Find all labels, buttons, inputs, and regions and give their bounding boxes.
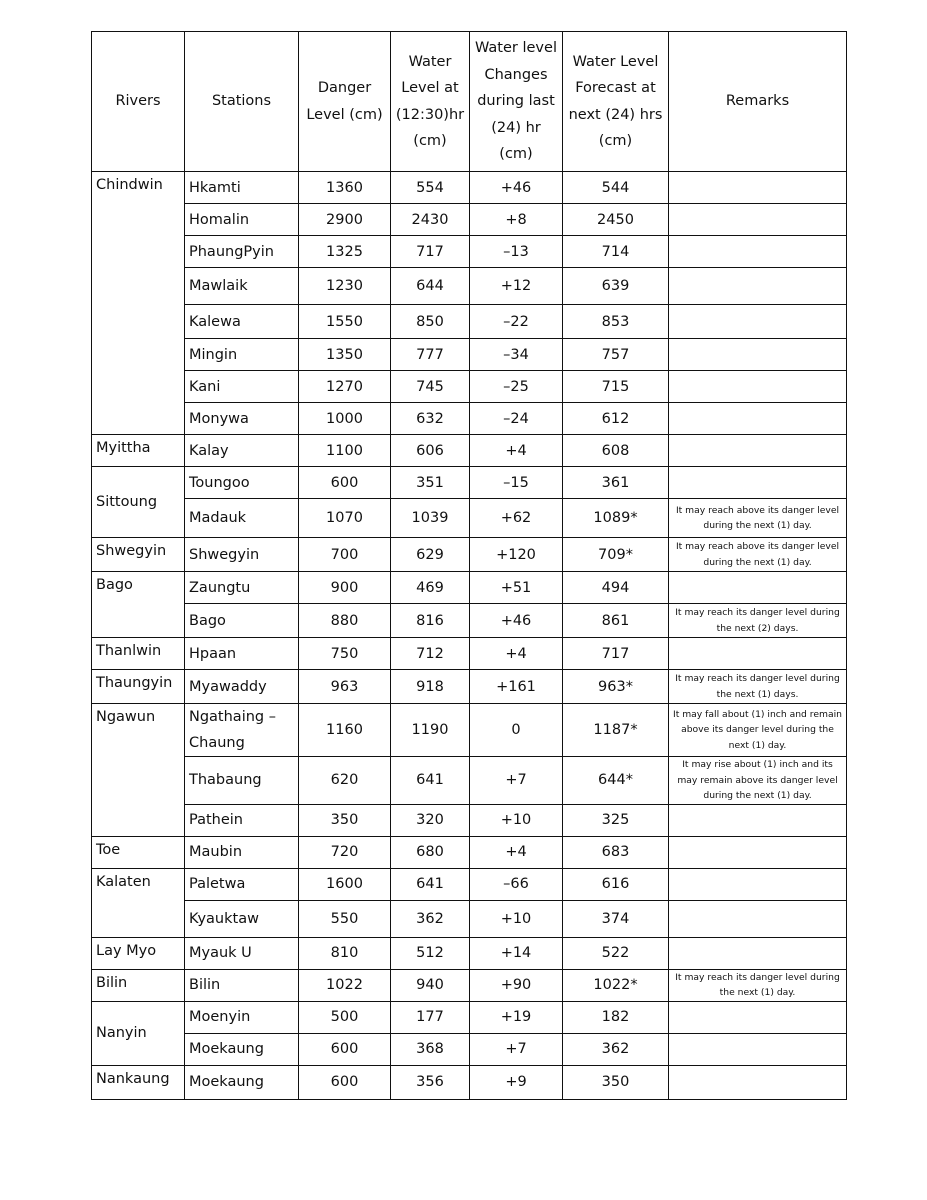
table-row [92,499,847,538]
remarks-cell [669,339,847,371]
change-cell: +8 [470,204,563,236]
water-level-cell: 177 [391,1001,470,1033]
station-cell: Zaungtu [185,572,299,604]
water-level-cell: 351 [391,467,470,499]
danger-level-cell: 1270 [299,371,391,403]
remarks-cell [669,638,847,670]
station-cell: Mingin [185,339,299,371]
forecast-cell: 1022* [563,969,669,1001]
table-row [92,1065,847,1099]
change-cell: +62 [470,499,563,538]
station-cell: Moekaung [185,1033,299,1065]
station-cell: Myawaddy [185,670,299,704]
forecast-cell: 963* [563,670,669,704]
water-level-cell: 777 [391,339,470,371]
forecast-cell: 639 [563,268,669,305]
forecast-cell: 182 [563,1001,669,1033]
remarks-cell [669,572,847,604]
remarks-cell [669,868,847,900]
danger-level-cell: 2900 [299,204,391,236]
water-level-cell: 469 [391,572,470,604]
station-cell: Kani [185,371,299,403]
table-row [92,1033,847,1065]
station-cell: Hkamti [185,172,299,204]
forecast-cell: 374 [563,900,669,937]
station-cell: Bilin [185,969,299,1001]
station-cell: Moekaung [185,1065,299,1099]
danger-level-cell: 1100 [299,435,391,467]
table-row [92,467,847,499]
remarks-cell: It may reach its danger level during the next (1) day. [669,969,847,1001]
danger-level-cell: 600 [299,1065,391,1099]
table-row [92,572,847,604]
header-changes: Water level Changes during last (24) hr (cm) [470,32,563,172]
header-forecast: Water Level Forecast at next (24) hrs (cm) [563,32,669,172]
water-level-cell: 2430 [391,204,470,236]
forecast-cell: 683 [563,836,669,868]
table-row [92,403,847,435]
remarks-cell: It may reach its danger level during the next (2) days. [669,604,847,638]
water-level-cell: 717 [391,236,470,268]
water-level-cell: 940 [391,969,470,1001]
header-remarks: Remarks [669,32,847,172]
river-cell: Nankaung [92,1065,185,1099]
remarks-cell [669,1065,847,1099]
forecast-cell: 709* [563,538,669,572]
table-row [92,757,847,805]
river-cell: Shwegyin [92,538,185,572]
station-cell: Moenyin [185,1001,299,1033]
river-cell: Kalaten [92,868,185,937]
water-level-cell: 629 [391,538,470,572]
table-row [92,305,847,339]
river-cell: Ngawun [92,704,185,837]
table-row [92,969,847,1001]
danger-level-cell: 600 [299,1033,391,1065]
remarks-cell: It may rise about (1) inch and its may remain above its danger level during the next (1) day. [669,757,847,805]
table-row [92,268,847,305]
remarks-cell [669,836,847,868]
water-level-cell: 850 [391,305,470,339]
water-level-cell: 632 [391,403,470,435]
change-cell: +51 [470,572,563,604]
remarks-cell: It may fall about (1) inch and remain above its danger level during the next (1) day. [669,704,847,757]
station-cell: Kalay [185,435,299,467]
danger-level-cell: 1350 [299,339,391,371]
remarks-cell [669,172,847,204]
forecast-cell: 2450 [563,204,669,236]
table-row [92,371,847,403]
danger-level-cell: 810 [299,937,391,969]
header-row [92,32,847,172]
station-cell: Madauk [185,499,299,538]
forecast-cell: 350 [563,1065,669,1099]
table-row [92,670,847,704]
danger-level-cell: 620 [299,757,391,805]
station-cell: Thabaung [185,757,299,805]
station-cell: Monywa [185,403,299,435]
header-water-level: Water Level at (12:30)hr (cm) [391,32,470,172]
river-cell: Sittoung [92,467,185,538]
station-cell: Maubin [185,836,299,868]
river-cell: Myittha [92,435,185,467]
danger-level-cell: 1070 [299,499,391,538]
station-cell: Kalewa [185,305,299,339]
remarks-cell [669,268,847,305]
remarks-cell [669,937,847,969]
station-cell: Pathein [185,804,299,836]
water-level-cell: 356 [391,1065,470,1099]
remarks-cell [669,804,847,836]
station-cell: Shwegyin [185,538,299,572]
danger-level-cell: 350 [299,804,391,836]
table-row [92,704,847,757]
table-row [92,172,847,204]
change-cell: +9 [470,1065,563,1099]
change-cell: –24 [470,403,563,435]
river-cell: Toe [92,836,185,868]
forecast-cell: 612 [563,403,669,435]
remarks-cell [669,236,847,268]
remarks-cell [669,204,847,236]
danger-level-cell: 700 [299,538,391,572]
station-cell: Homalin [185,204,299,236]
header-stations: Stations [185,32,299,172]
forecast-cell: 853 [563,305,669,339]
change-cell: –22 [470,305,563,339]
table-row [92,804,847,836]
change-cell: +4 [470,435,563,467]
change-cell: –66 [470,868,563,900]
change-cell: +46 [470,172,563,204]
station-cell: Paletwa [185,868,299,900]
change-cell: +161 [470,670,563,704]
water-level-cell: 712 [391,638,470,670]
change-cell: +14 [470,937,563,969]
change-cell: +10 [470,900,563,937]
forecast-cell: 1187* [563,704,669,757]
change-cell: –34 [470,339,563,371]
forecast-cell: 361 [563,467,669,499]
water-level-cell: 745 [391,371,470,403]
table-row [92,868,847,900]
remarks-cell [669,1001,847,1033]
water-level-cell: 606 [391,435,470,467]
forecast-cell: 644* [563,757,669,805]
remarks-cell [669,435,847,467]
table-row [92,339,847,371]
danger-level-cell: 500 [299,1001,391,1033]
change-cell: +120 [470,538,563,572]
table-row [92,1001,847,1033]
river-cell: Thanlwin [92,638,185,670]
water-level-cell: 816 [391,604,470,638]
header-danger-level: Danger Level (cm) [299,32,391,172]
water-level-cell: 362 [391,900,470,937]
water-level-table [91,31,847,1100]
change-cell: +4 [470,638,563,670]
water-level-cell: 918 [391,670,470,704]
change-cell: 0 [470,704,563,757]
danger-level-cell: 600 [299,467,391,499]
forecast-cell: 522 [563,937,669,969]
danger-level-cell: 720 [299,836,391,868]
water-level-cell: 368 [391,1033,470,1065]
danger-level-cell: 1360 [299,172,391,204]
forecast-cell: 362 [563,1033,669,1065]
forecast-cell: 1089* [563,499,669,538]
remarks-cell: It may reach above its danger level during the next (1) day. [669,499,847,538]
change-cell: –25 [470,371,563,403]
header-rivers: Rivers [92,32,185,172]
remarks-cell [669,403,847,435]
water-level-cell: 554 [391,172,470,204]
change-cell: +10 [470,804,563,836]
danger-level-cell: 1022 [299,969,391,1001]
river-cell: Bilin [92,969,185,1001]
forecast-cell: 608 [563,435,669,467]
change-cell: +12 [470,268,563,305]
water-level-cell: 1039 [391,499,470,538]
danger-level-cell: 1600 [299,868,391,900]
remarks-cell [669,371,847,403]
forecast-cell: 717 [563,638,669,670]
river-cell: Chindwin [92,172,185,435]
danger-level-cell: 880 [299,604,391,638]
remarks-cell: It may reach above its danger level during the next (1) day. [669,538,847,572]
danger-level-cell: 963 [299,670,391,704]
river-cell: Nanyin [92,1001,185,1065]
station-cell: Kyauktaw [185,900,299,937]
remarks-cell [669,305,847,339]
station-cell: Ngathaing – Chaung [185,704,299,757]
change-cell: –15 [470,467,563,499]
danger-level-cell: 550 [299,900,391,937]
change-cell: +7 [470,757,563,805]
forecast-cell: 861 [563,604,669,638]
station-cell: Myauk U [185,937,299,969]
change-cell: +46 [470,604,563,638]
water-level-cell: 641 [391,868,470,900]
station-cell: Mawlaik [185,268,299,305]
station-cell: Toungoo [185,467,299,499]
forecast-cell: 494 [563,572,669,604]
danger-level-cell: 1160 [299,704,391,757]
change-cell: +19 [470,1001,563,1033]
table-row [92,900,847,937]
danger-level-cell: 900 [299,572,391,604]
danger-level-cell: 1000 [299,403,391,435]
table-row [92,604,847,638]
table-row [92,204,847,236]
forecast-cell: 325 [563,804,669,836]
change-cell: +4 [470,836,563,868]
water-level-cell: 641 [391,757,470,805]
forecast-cell: 715 [563,371,669,403]
remarks-cell [669,900,847,937]
remarks-cell [669,467,847,499]
river-cell: Bago [92,572,185,638]
water-level-cell: 1190 [391,704,470,757]
forecast-cell: 714 [563,236,669,268]
station-cell: Hpaan [185,638,299,670]
change-cell: +90 [470,969,563,1001]
water-level-cell: 320 [391,804,470,836]
table-row [92,538,847,572]
water-level-cell: 512 [391,937,470,969]
water-level-cell: 644 [391,268,470,305]
table-row [92,937,847,969]
danger-level-cell: 1550 [299,305,391,339]
water-level-cell: 680 [391,836,470,868]
change-cell: +7 [470,1033,563,1065]
forecast-cell: 616 [563,868,669,900]
station-cell: PhaungPyin [185,236,299,268]
change-cell: –13 [470,236,563,268]
forecast-cell: 757 [563,339,669,371]
remarks-cell [669,1033,847,1065]
remarks-cell: It may reach its danger level during the next (1) days. [669,670,847,704]
table-row [92,435,847,467]
river-cell: Thaungyin [92,670,185,704]
table-row [92,236,847,268]
table-row [92,638,847,670]
table-row [92,836,847,868]
danger-level-cell: 750 [299,638,391,670]
danger-level-cell: 1230 [299,268,391,305]
station-cell: Bago [185,604,299,638]
forecast-cell: 544 [563,172,669,204]
river-cell: Lay Myo [92,937,185,969]
danger-level-cell: 1325 [299,236,391,268]
